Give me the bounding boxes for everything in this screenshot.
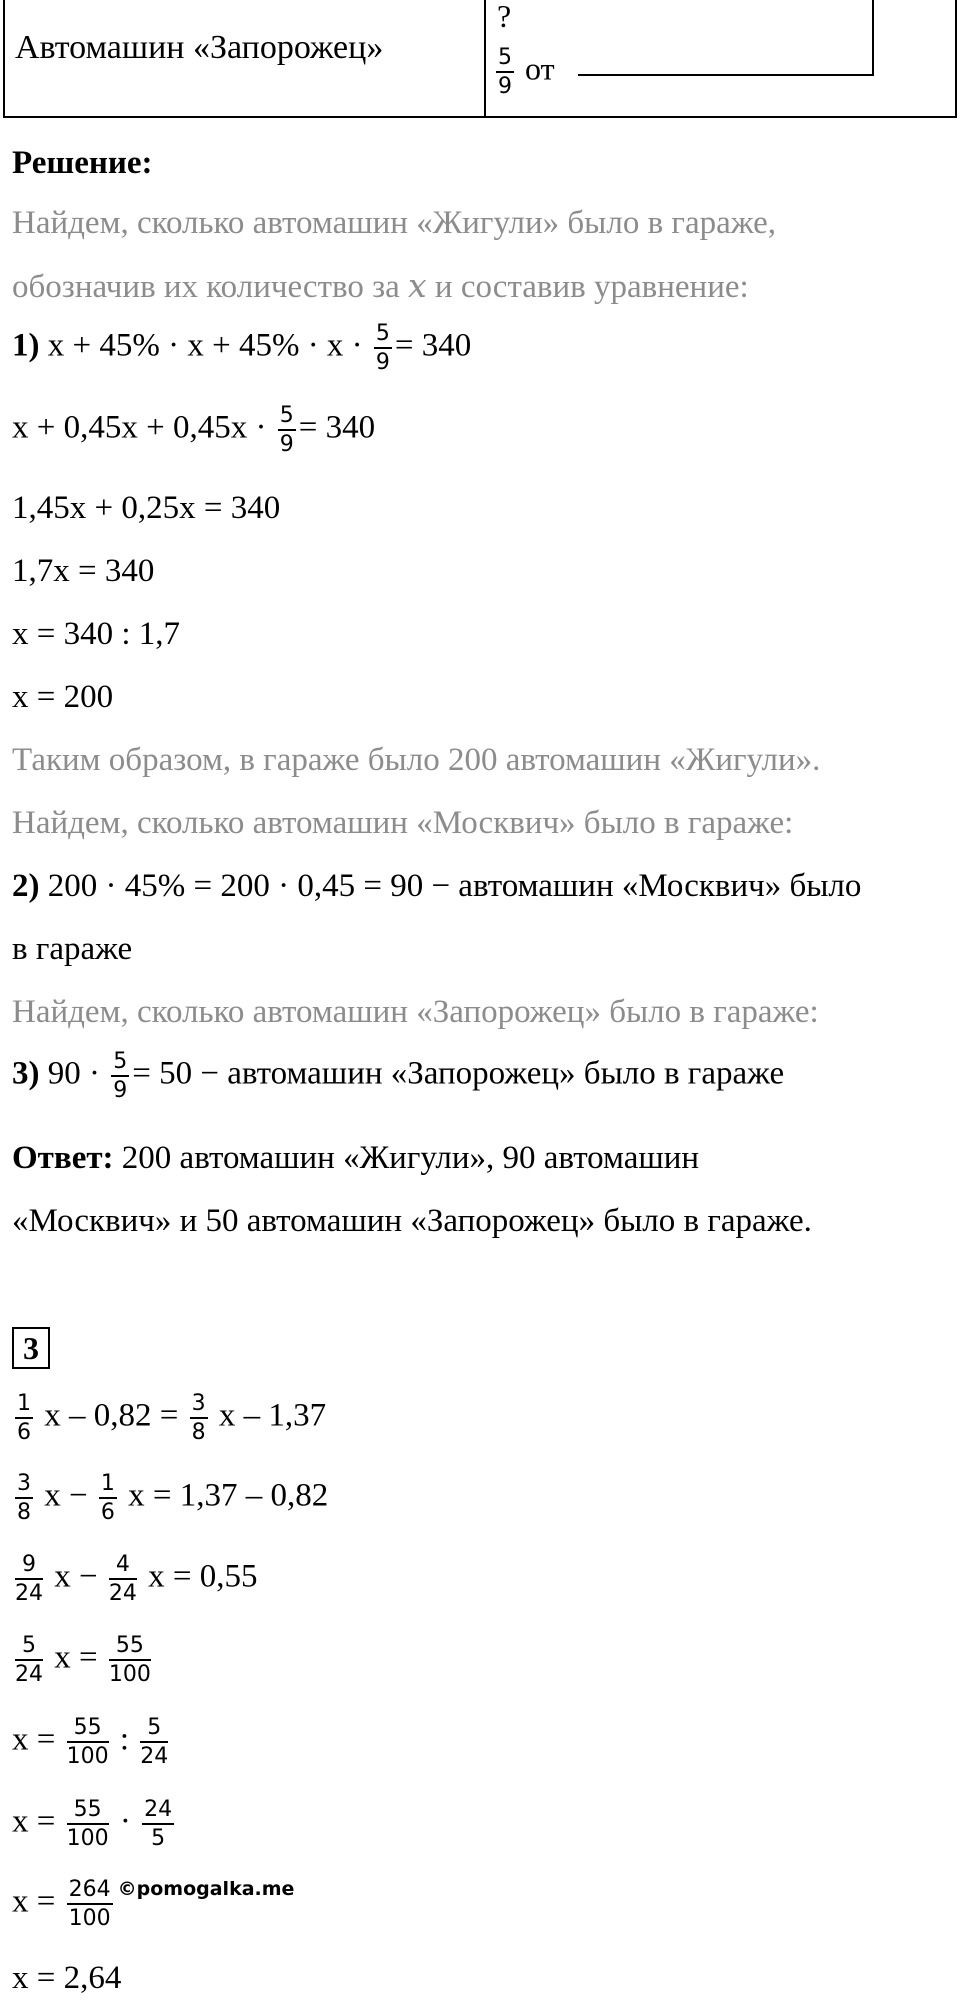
- table-divider: [484, 0, 486, 116]
- task3-line-6: x = $\frac{55}{100}$ · $\frac{24}{5}$: [12, 1797, 173, 1852]
- bracket-vertical: [872, 0, 874, 76]
- equation-line-5: x = 340 : 1,7: [12, 616, 181, 652]
- intro-zaporozhets: Найдем, сколько автомашин «Запорожец» было в гараже:: [12, 994, 819, 1030]
- equation-line-2: x + 0,45x + 0,45x · $\frac{5}{9}$ = 340: [12, 403, 376, 458]
- task3-line-2: $\frac{3}{8}$ x − $\frac{1}{6}$ x = 1,37 – 0,82: [17, 1471, 329, 1526]
- step-2-cont: в гараже: [12, 931, 133, 967]
- task3-line-1: $\frac{1}{6}$ x – 0,82 = $\frac{3}{8}$ x – 1,37: [17, 1391, 327, 1446]
- task3-line-8: x = 2,64: [12, 1960, 122, 1996]
- equation-line-1: 1) x + 45% · x + 45% · x · $\frac{5}{9}$ = 340: [12, 321, 472, 376]
- table-of-label: от: [525, 50, 555, 87]
- fraction: $\frac{5}{9}$: [498, 45, 512, 100]
- table-left-cell: Автомашин «Запорожец»: [15, 29, 384, 66]
- watermark: ©pomogalka.me: [117, 1878, 295, 1900]
- intro-moskvich: Найдем, сколько автомашин «Москвич» было в гараже:: [12, 805, 794, 841]
- answer-line-2: «Москвич» и 50 автомашин «Запорожец» было в гараже.: [12, 1203, 812, 1239]
- equation-line-6: x = 200: [12, 679, 114, 715]
- data-table: [3, 0, 957, 118]
- bracket-horizontal: [578, 74, 874, 76]
- task3-line-7: x = $\frac{264}{100}$ $^{©pomogalka.me}$: [12, 1877, 295, 1932]
- conclusion-1: Таким образом, в гараже было 200 автомашин «Жигули».: [12, 742, 821, 778]
- task3-line-3: $\frac{9}{24}$ x − $\frac{4}{24}$ x = 0,55: [15, 1552, 258, 1607]
- equation-line-4: 1,7x = 340: [12, 553, 155, 589]
- table-question: ?: [497, 0, 512, 34]
- task-number: 3: [12, 1327, 50, 1369]
- task3-line-4: $\frac{5}{24}$ x = $\frac{55}{100}$: [15, 1633, 151, 1688]
- solution-heading: Решение:: [12, 145, 153, 181]
- intro-line-1: Найдем, сколько автомашин «Жигули» было в гараже,: [12, 205, 776, 241]
- equation-line-3: 1,45x + 0,25x = 340: [12, 490, 281, 526]
- task3-line-5: x = $\frac{55}{100}$ : $\frac{5}{24}$: [12, 1715, 169, 1770]
- answer-line-1: Ответ: 200 автомашин «Жигули», 90 автомашин: [12, 1140, 700, 1176]
- table-fraction-row: [493, 46, 555, 98]
- step-2: 2) 200 · 45% = 200 · 0,45 = 90 − автомашин «Москвич» было: [12, 868, 862, 904]
- intro-line-2: обозначив их количество за x и составив уравнение:: [12, 266, 749, 305]
- step-3: 3) 90 · $\frac{5}{9}$ = 50 − автомашин «Запорожец» было в гараже: [12, 1049, 785, 1104]
